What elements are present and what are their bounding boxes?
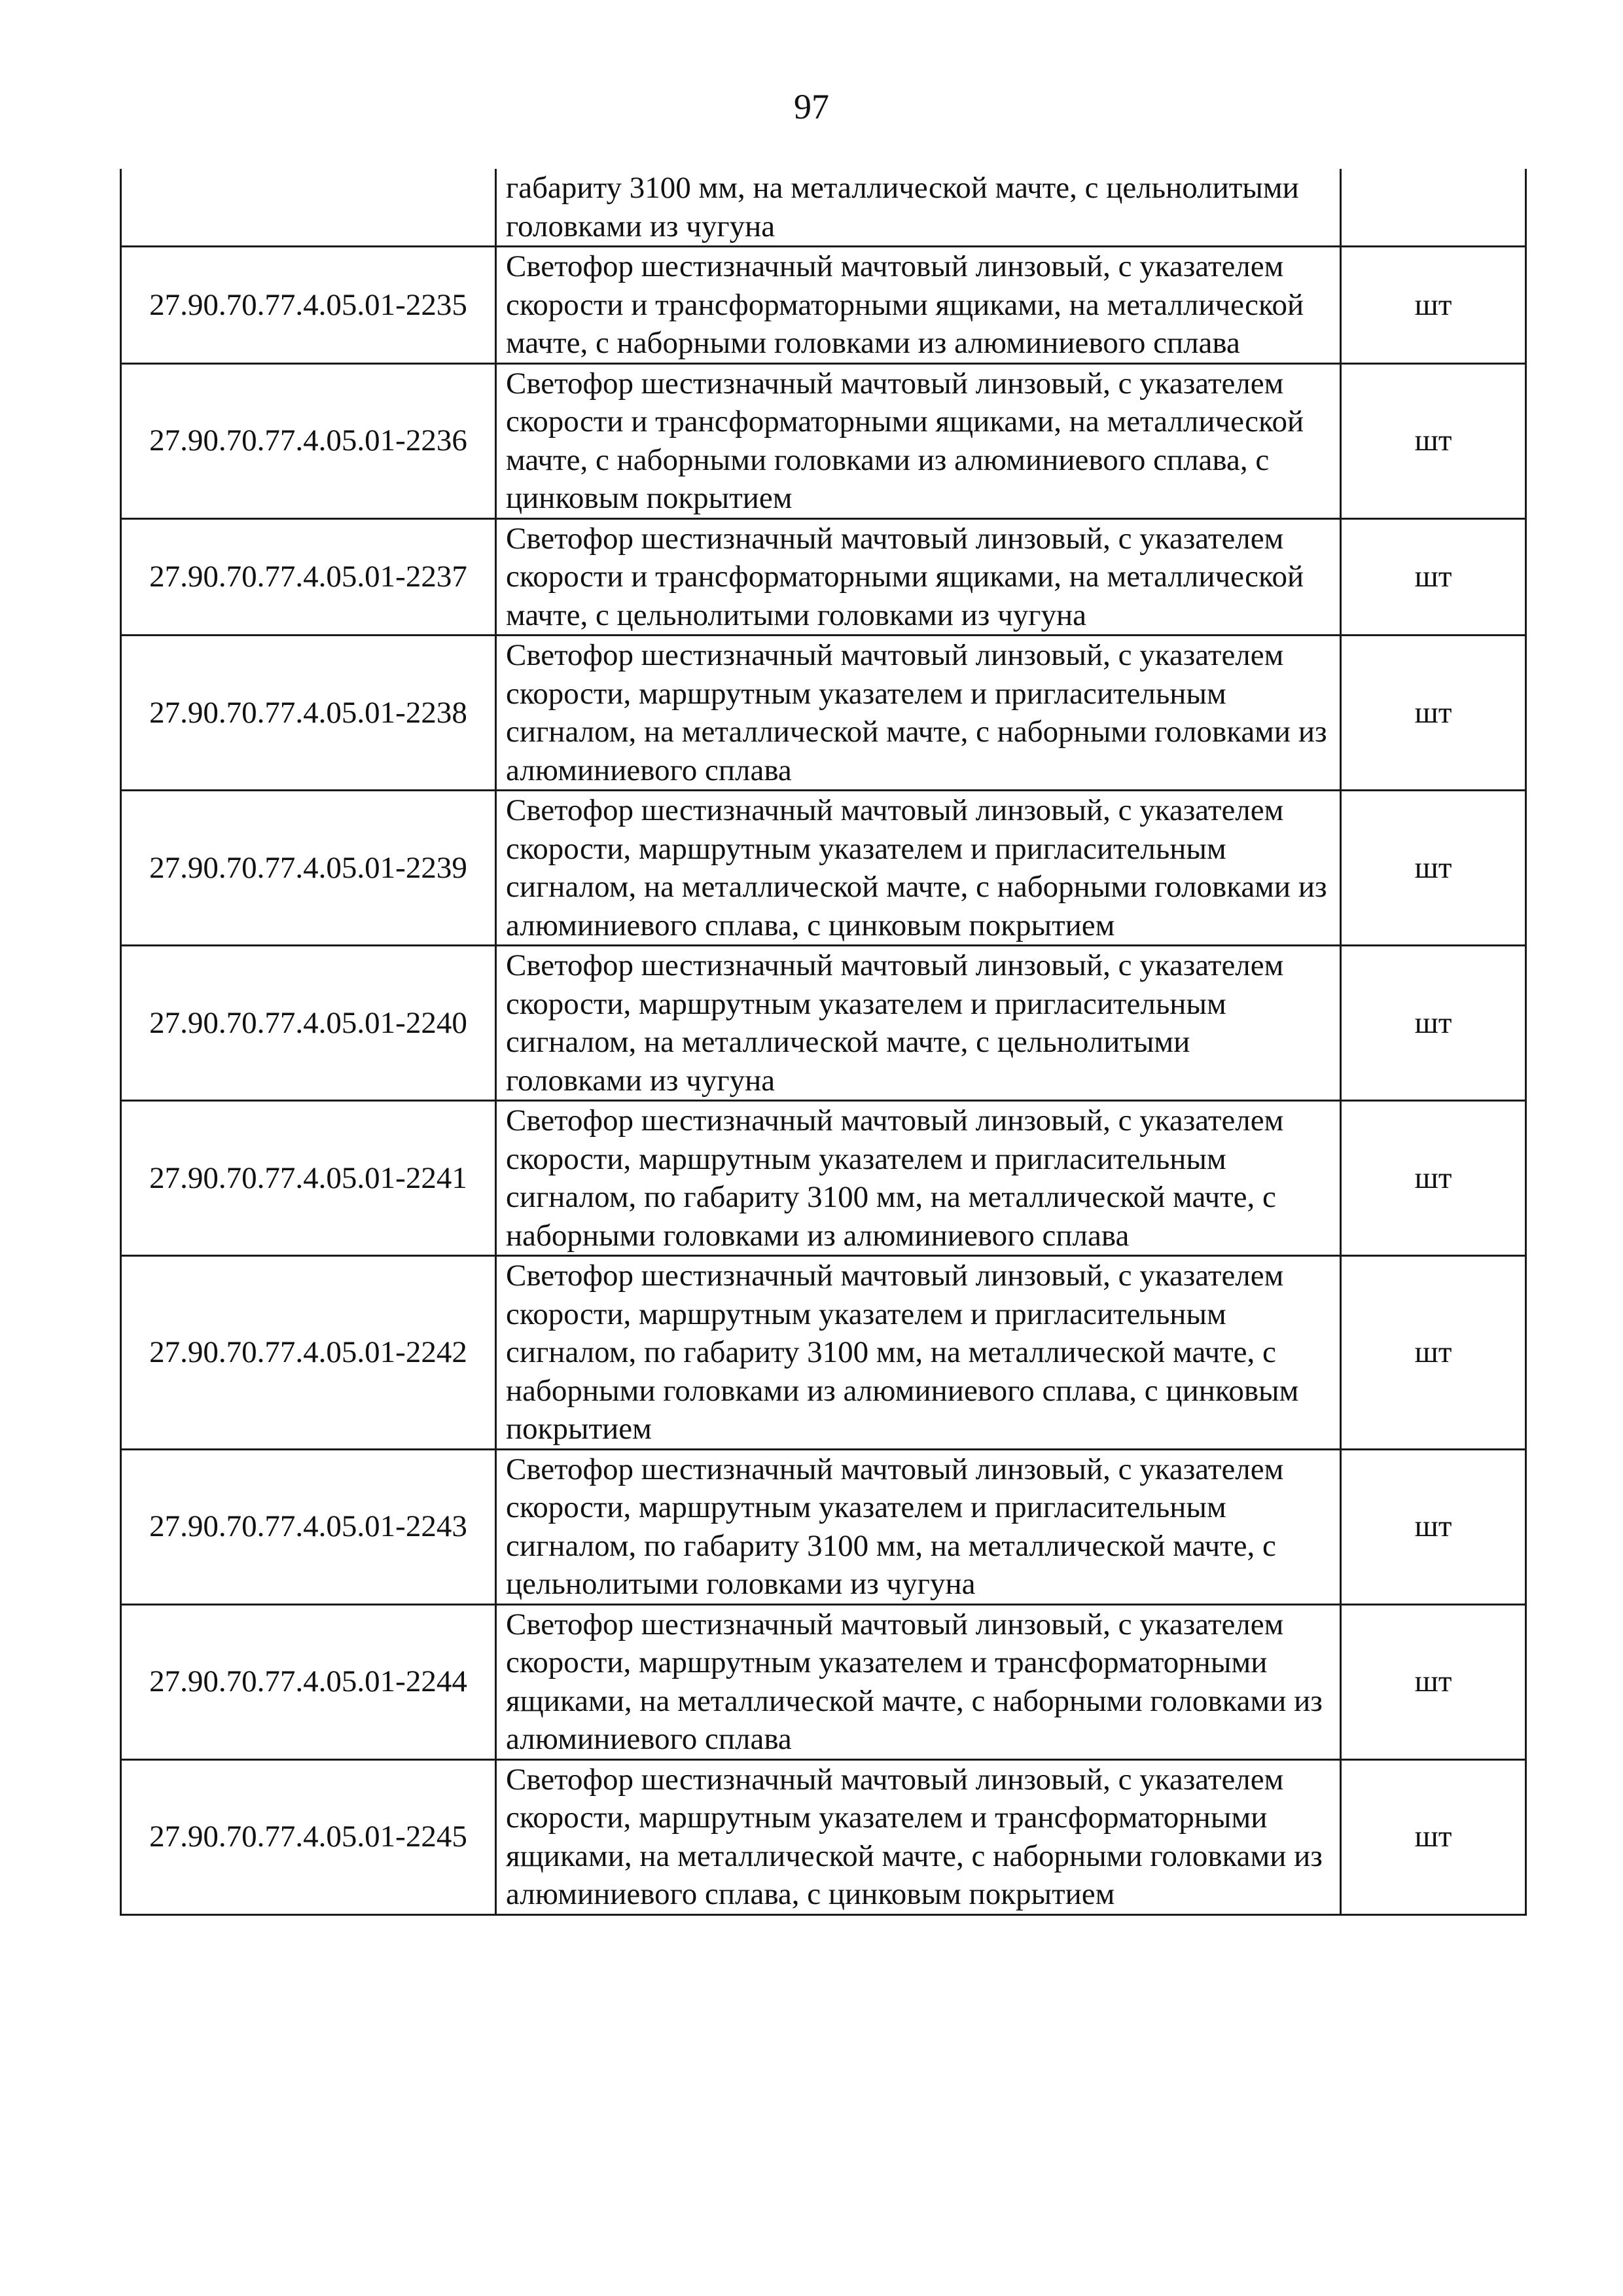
row-unit bbox=[1341, 169, 1526, 247]
row-code bbox=[121, 169, 496, 247]
row-unit: шт bbox=[1341, 1256, 1526, 1450]
row-description: Светофор шестизначный мачтовый линзовый, с указателем скорости, маршрутным указателем и трансформаторными ящиками, на металлической мачте, с наборными головками из алюминиевого сплава bbox=[496, 1604, 1341, 1759]
page-number: 97 bbox=[794, 87, 829, 126]
row-unit: шт bbox=[1341, 518, 1526, 636]
table-row bbox=[121, 518, 1526, 636]
row-unit: шт bbox=[1341, 1604, 1526, 1759]
row-code: 27.90.70.77.4.05.01-2239 bbox=[121, 791, 496, 946]
table-row bbox=[121, 247, 1526, 364]
row-unit: шт bbox=[1341, 1449, 1526, 1604]
row-code: 27.90.70.77.4.05.01-2242 bbox=[121, 1256, 496, 1450]
table-row bbox=[121, 1449, 1526, 1604]
row-unit: шт bbox=[1341, 1759, 1526, 1914]
row-description: Светофор шестизначный мачтовый линзовый, с указателем скорости, маршрутным указателем и пригласительным сигналом, на металлической мачте, с наборными головками из алюминиевого сплава bbox=[496, 636, 1341, 791]
row-code: 27.90.70.77.4.05.01-2245 bbox=[121, 1759, 496, 1914]
row-description: Светофор шестизначный мачтовый линзовый, с указателем скорости и трансформаторными ящиками, на металлической мачте, с цельнолитыми головками из чугуна bbox=[496, 518, 1341, 636]
row-unit: шт bbox=[1341, 946, 1526, 1101]
row-description: Светофор шестизначный мачтовый линзовый, с указателем скорости, маршрутным указателем и пригласительным сигналом, по габариту 3100 мм, на металлической мачте, с наборными головками из алюминиевого сплава, с цинковым покрытием bbox=[496, 1256, 1341, 1450]
table-row bbox=[121, 1256, 1526, 1450]
row-description: габариту 3100 мм, на металлической мачте, с цельнолитыми головками из чугуна bbox=[496, 169, 1341, 247]
table-row bbox=[121, 1759, 1526, 1914]
row-code: 27.90.70.77.4.05.01-2244 bbox=[121, 1604, 496, 1759]
row-description: Светофор шестизначный мачтовый линзовый, с указателем скорости, маршрутным указателем и пригласительным сигналом, по габариту 3100 мм, на металлической мачте, с цельнолитыми головками из чугуна bbox=[496, 1449, 1341, 1604]
row-unit: шт bbox=[1341, 1101, 1526, 1256]
row-code: 27.90.70.77.4.05.01-2235 bbox=[121, 247, 496, 364]
table-row bbox=[121, 946, 1526, 1101]
row-unit: шт bbox=[1341, 636, 1526, 791]
row-description: Светофор шестизначный мачтовый линзовый, с указателем скорости и трансформаторными ящиками, на металлической мачте, с наборными головками из алюминиевого сплава bbox=[496, 247, 1341, 364]
table-row bbox=[121, 363, 1526, 518]
row-code: 27.90.70.77.4.05.01-2237 bbox=[121, 518, 496, 636]
row-code: 27.90.70.77.4.05.01-2243 bbox=[121, 1449, 496, 1604]
row-code: 27.90.70.77.4.05.01-2236 bbox=[121, 363, 496, 518]
table-row bbox=[121, 636, 1526, 791]
row-description: Светофор шестизначный мачтовый линзовый, с указателем скорости, маршрутным указателем и пригласительным сигналом, на металлической мачте, с наборными головками из алюминиевого сплава, с цинковым покрытием bbox=[496, 791, 1341, 946]
table-row bbox=[121, 1101, 1526, 1256]
row-description: Светофор шестизначный мачтовый линзовый, с указателем скорости, маршрутным указателем и пригласительным сигналом, по габариту 3100 мм, на металлической мачте, с наборными головками из алюминиевого сплава bbox=[496, 1101, 1341, 1256]
row-code: 27.90.70.77.4.05.01-2241 bbox=[121, 1101, 496, 1256]
resource-table bbox=[120, 169, 1527, 1916]
row-code: 27.90.70.77.4.05.01-2238 bbox=[121, 636, 496, 791]
table-row bbox=[121, 791, 1526, 946]
row-description: Светофор шестизначный мачтовый линзовый, с указателем скорости и трансформаторными ящиками, на металлической мачте, с наборными головками из алюминиевого сплава, с цинковым покрытием bbox=[496, 363, 1341, 518]
table-row bbox=[121, 169, 1526, 247]
row-unit: шт bbox=[1341, 247, 1526, 364]
table-row bbox=[121, 1604, 1526, 1759]
row-description: Светофор шестизначный мачтовый линзовый, с указателем скорости, маршрутным указателем и пригласительным сигналом, на металлической мачте, с цельнолитыми головками из чугуна bbox=[496, 946, 1341, 1101]
row-unit: шт bbox=[1341, 363, 1526, 518]
row-description: Светофор шестизначный мачтовый линзовый, с указателем скорости, маршрутным указателем и трансформаторными ящиками, на металлической мачте, с наборными головками из алюминиевого сплава, с цинковым покрытием bbox=[496, 1759, 1341, 1914]
row-code: 27.90.70.77.4.05.01-2240 bbox=[121, 946, 496, 1101]
row-unit: шт bbox=[1341, 791, 1526, 946]
